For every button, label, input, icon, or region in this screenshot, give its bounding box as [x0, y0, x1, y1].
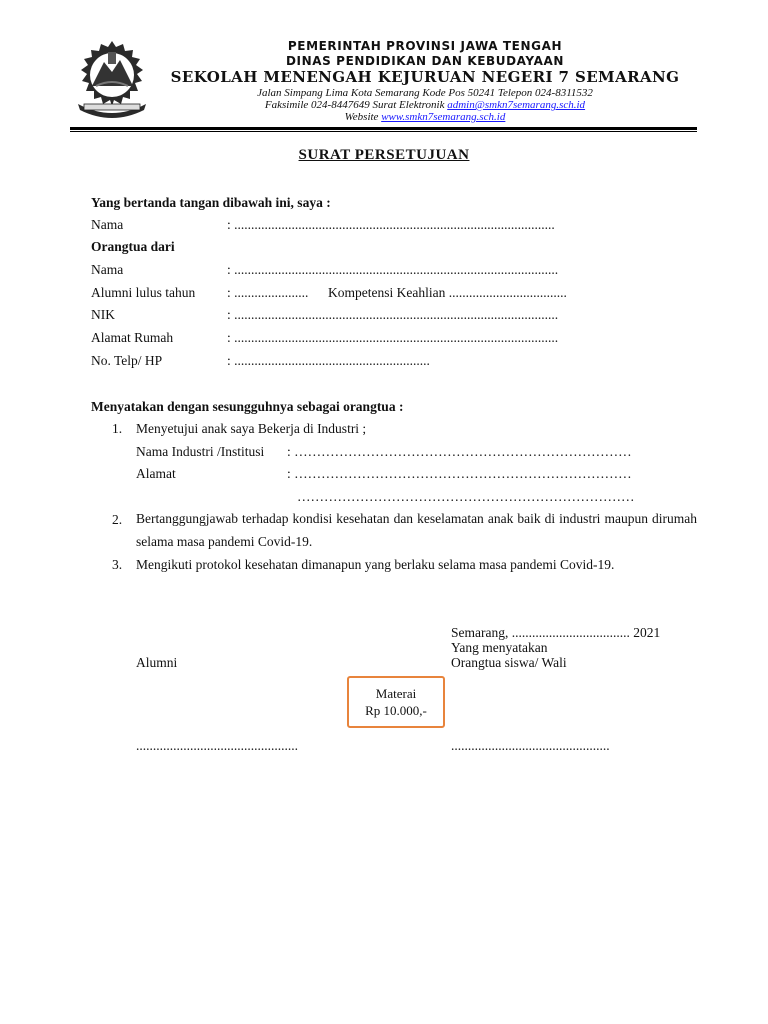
- website-link[interactable]: www.smkn7semarang.sch.id: [381, 111, 506, 123]
- stamp-label: Materai: [375, 686, 417, 701]
- document-title: [0, 147, 768, 164]
- letterhead-department: DINAS PENDIDIKAN DAN KEBUDAYAAN: [286, 54, 564, 68]
- nik-field[interactable]: : ................................................................................................: [227, 307, 559, 322]
- alumni-year-field[interactable]: : ......................: [227, 285, 309, 300]
- nik-label: NIK: [91, 307, 115, 322]
- letterhead-government: PEMERINTAH PROVINSI JAWA TENGAH: [287, 39, 563, 53]
- item-2-number: 2.: [112, 512, 123, 527]
- industry-name-label: Nama Industri /Institusi: [136, 444, 265, 459]
- home-address-label: Alamat Rumah: [91, 330, 174, 345]
- parent-of-heading: Orangtua dari: [91, 239, 175, 254]
- letterhead-website: [160, 111, 690, 123]
- item-1-text: Menyetujui anak saya Bekerja di Industri ;: [136, 421, 367, 436]
- email-link[interactable]: admin@smkn7semarang.sch.id: [447, 99, 586, 111]
- document-title-text: SURAT PERSETUJUAN: [298, 147, 470, 163]
- item-1-number: 1.: [112, 421, 123, 436]
- signer-name-label: Nama: [91, 217, 124, 232]
- student-name-field[interactable]: : ................................................................................................: [227, 262, 559, 277]
- industry-address-label: Alamat: [136, 466, 176, 481]
- declarant-label: Yang menyatakan: [451, 640, 548, 655]
- intro-text: Yang bertanda tangan dibawah ini, saya :: [91, 195, 331, 210]
- item-3-number: 3.: [112, 557, 123, 572]
- home-address-field[interactable]: : ................................................................................................: [227, 330, 559, 345]
- item-3-text: Mengikuti protokol kesehatan dimanapun yang berlaku selama masa pandemi Covid-19.: [136, 557, 615, 572]
- item-2-text: Bertanggungjawab terhadap kondisi kesehatan dan keselamatan anak baik di industri maupun dirumah selama masa pandemi Covid-19.: [136, 511, 697, 549]
- website-prefix: Website: [344, 111, 382, 123]
- alumni-signature-line[interactable]: ................................................: [136, 738, 298, 753]
- parent-signature-line[interactable]: ...............................................: [451, 738, 610, 753]
- alumni-year-label: Alumni lulus tahun: [91, 285, 196, 300]
- statement-heading: Menyatakan dengan sesungguhnya sebagai orangtua :: [91, 399, 404, 414]
- phone-label: No. Telp/ HP: [91, 353, 163, 368]
- stamp-amount: Rp 10.000,-: [365, 703, 427, 718]
- phone-field[interactable]: : ..........................................................: [227, 353, 430, 368]
- student-name-label: Nama: [91, 262, 124, 277]
- letterhead-school-name: SEKOLAH MENENGAH KEJURUAN NEGERI 7 SEMARANG: [170, 68, 680, 86]
- industry-address-field[interactable]: : …………………………………………………………………: [287, 466, 632, 481]
- parent-role-label: Orangtua siswa/ Wali: [451, 655, 567, 670]
- competency-field[interactable]: Kompetensi Keahlian ...................................: [328, 285, 567, 300]
- industry-name-field[interactable]: : …………………………………………………………………: [287, 444, 632, 459]
- place-date-field[interactable]: Semarang, ................................... 2021: [451, 625, 661, 640]
- jawa-tengah-emblem-icon: [70, 38, 154, 122]
- duty-stamp-box: [347, 676, 445, 728]
- industry-address-field-line2[interactable]: …………………………………………………………………: [297, 489, 635, 504]
- fax-prefix: Faksimile 024-8447649 Surat Elektronik: [264, 99, 448, 111]
- signer-name-field[interactable]: : ...............................................................................................: [227, 217, 555, 232]
- alumni-label: Alumni: [136, 655, 178, 670]
- letterhead-divider-thin: [70, 131, 697, 132]
- letterhead-fax-email: [160, 99, 690, 111]
- letterhead-divider-thick: [70, 127, 697, 130]
- letterhead-address: Jalan Simpang Lima Kota Semarang Kode Pos 50241 Telepon 024-8311532: [257, 87, 593, 99]
